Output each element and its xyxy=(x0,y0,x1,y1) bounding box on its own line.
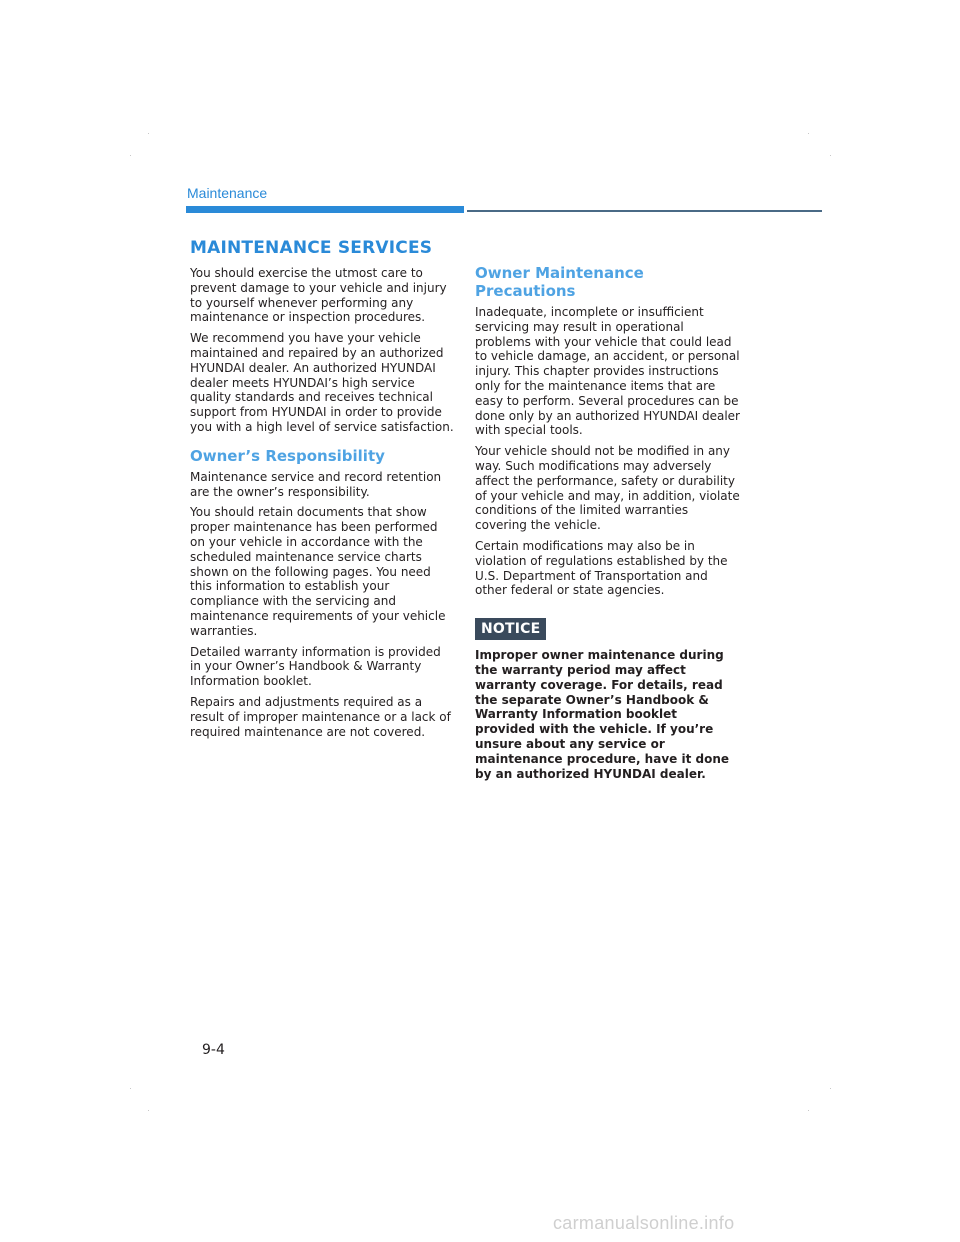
notice-text: Improper owner maintenance during the warranty period may affect warranty coverage. For details, read the separate Owner’s Handbook & Warranty Information booklet provided with the vehicle. If you’re unsure about any service or maintenance procedure, have it done by an authorized HYUNDAI dealer. xyxy=(475,648,729,781)
notice-badge: NOTICE xyxy=(475,618,546,640)
section-label: Maintenance xyxy=(187,185,268,201)
owner-maintenance-precautions-heading: Owner Maintenance Precautions xyxy=(475,264,644,300)
owners-responsibility-heading: Owner’s Responsibility xyxy=(190,446,385,465)
intro-paragraph: You should exercise the utmost care to prevent damage to your vehicle and injury to yourself whenever performing any maintenance or inspection procedures. xyxy=(190,266,447,325)
body-paragraph: Maintenance service and record retention are the owner’s responsibility. xyxy=(190,469,442,499)
body-paragraph: Your vehicle should not be modified in any way. Such modifications may adversely affect the performance, safety or durability of your vehicle and may, in addition, violate conditions of the limited warranties covering the vehicle. xyxy=(475,444,740,533)
crop-mark xyxy=(808,133,809,134)
crop-mark xyxy=(130,155,131,156)
body-paragraph: Certain modifications may also be in violation of regulations established by the U.S. Department of Transportation and other federal or state agencies. xyxy=(475,538,728,598)
crop-mark xyxy=(130,1088,131,1089)
header-rule xyxy=(467,210,822,212)
right-column xyxy=(475,264,740,781)
body-paragraph: Repairs and adjustments required as a result of improper maintenance or a lack of required maintenance are not covered. xyxy=(190,694,451,739)
crop-mark xyxy=(830,155,831,156)
intro-paragraph: We recommend you have your vehicle maintained and repaired by an authorized HYUNDAI dealer. An authorized HYUNDAI dealer meets HYUNDAI’s high service quality standards and receives technical support from HYUNDAI in order to provide you with a high level of service satisfaction. xyxy=(190,331,454,434)
body-paragraph: Inadequate, incomplete or insufficient servicing may result in operational problems with your vehicle that could lead to vehicle damage, an accident, or personal injury. This chapter provides instructions only for the maintenance items that are easy to perform. Several procedures can be done only by an authorized HYUNDAI dealer with special tools. xyxy=(475,305,740,438)
body-paragraph: Detailed warranty information is provided in your Owner’s Handbook & Warranty Information booklet. xyxy=(190,644,441,689)
crop-mark xyxy=(148,1110,149,1111)
crop-mark xyxy=(148,133,149,134)
page-title: MAINTENANCE SERVICES xyxy=(190,238,433,258)
crop-mark xyxy=(830,1088,831,1089)
crop-mark xyxy=(808,1110,809,1111)
body-paragraph: You should retain documents that show proper maintenance has been performed on your vehicle in accordance with the scheduled maintenance service charts shown on the following pages. You need this information to establish your compliance with the servicing and maintenance requirements of your vehicle warranties. xyxy=(190,505,446,638)
header-rule-accent xyxy=(186,206,464,213)
watermark: carmanualsonline.info xyxy=(553,1213,735,1233)
left-column xyxy=(190,238,455,745)
page-number: 9-4 xyxy=(202,1042,225,1058)
